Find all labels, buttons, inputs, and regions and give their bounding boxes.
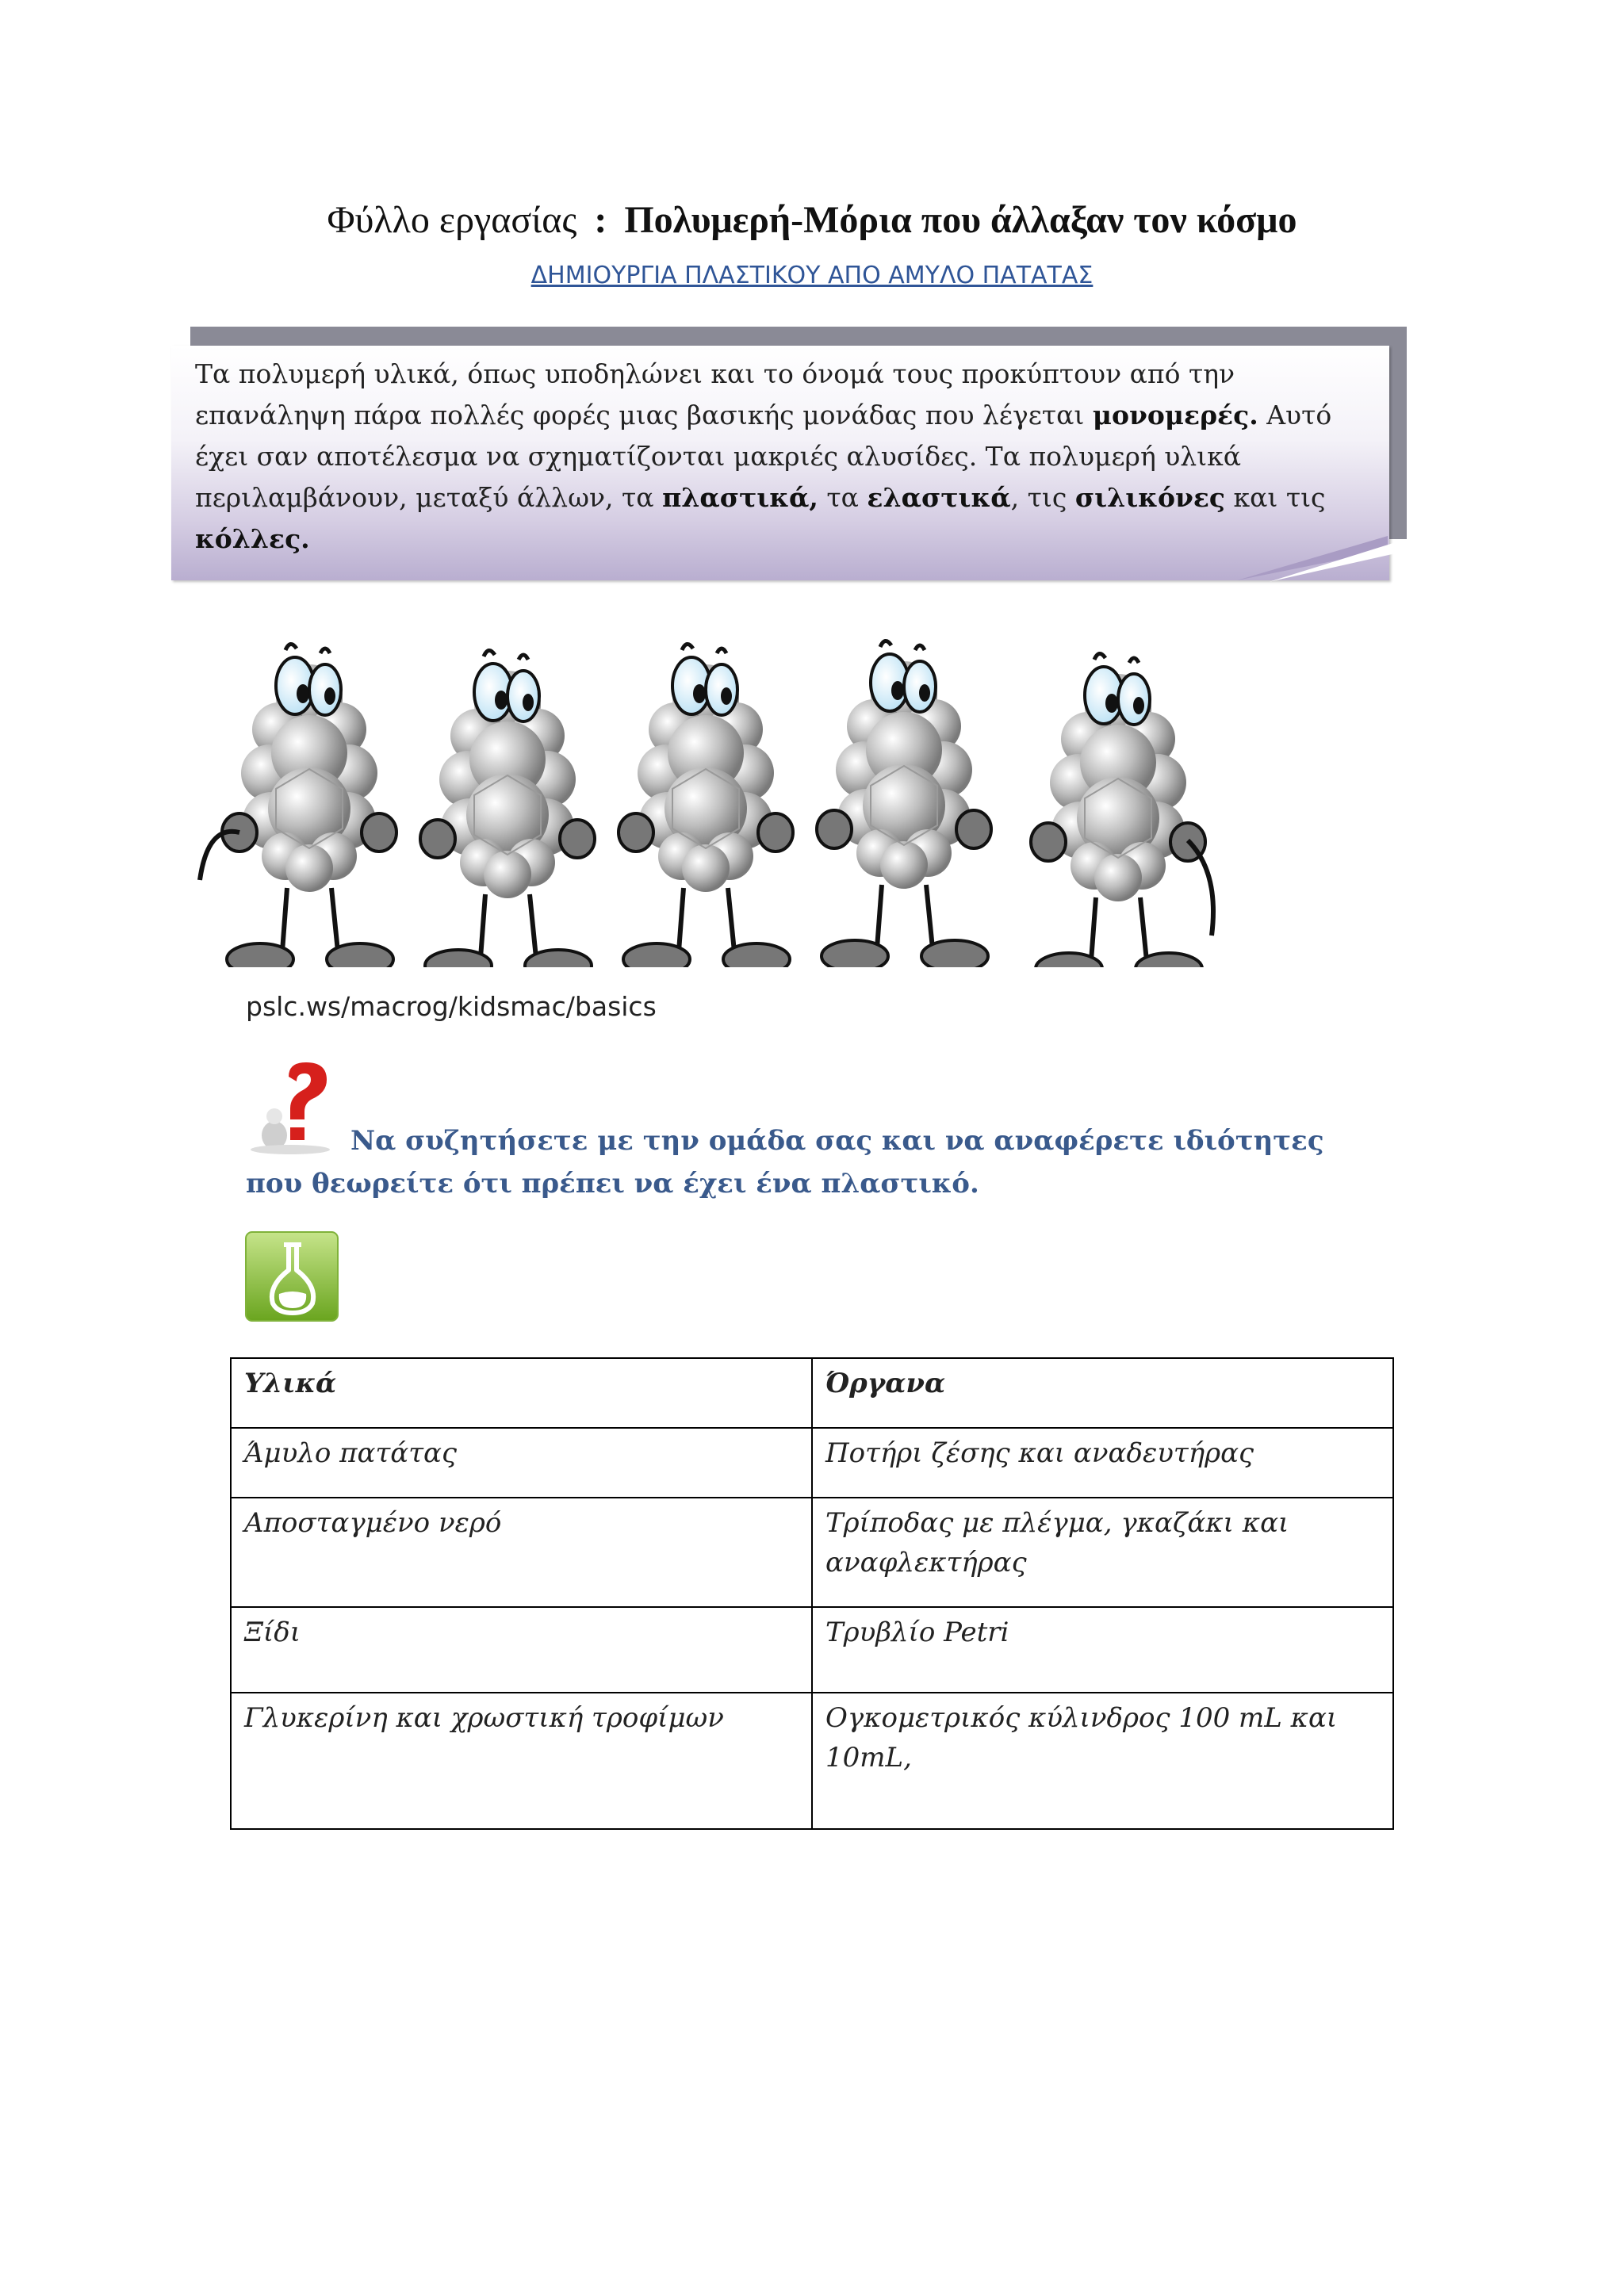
term-glues: κόλλες. <box>195 523 310 554</box>
monomer-figure-5 <box>1031 653 1205 967</box>
title-separator: : <box>594 199 607 241</box>
table-row <box>231 1693 1393 1829</box>
term-monomers: μονομερές. <box>1092 400 1258 430</box>
intro-part-3: τα <box>818 482 868 513</box>
term-silicones: σιλικόνες <box>1074 482 1226 513</box>
callout-page-curl <box>1237 536 1396 582</box>
instrument-cell: Τρίποδας με πλέγμα, γκαζάκι και αναφλεκτήρας <box>812 1498 1393 1607</box>
title-prefix: Φύλλο εργασίας <box>327 199 577 241</box>
instrument-cell: Ογκομετρικός κύλινδρος 100 mL και 10mL, <box>812 1693 1393 1829</box>
intro-part-4: , τις <box>1010 482 1075 513</box>
header-instruments: Όργανα <box>812 1358 1393 1428</box>
table-row <box>231 1498 1393 1607</box>
table-row <box>231 1428 1393 1498</box>
monomer-figure-3 <box>619 644 793 967</box>
intro-part-5: και τις <box>1225 482 1326 513</box>
source-credit: pslc.ws/macrog/kidsmac/basics <box>246 991 657 1022</box>
title-main: Πολυμερή-Μόρια που άλλαξαν τον κόσμο <box>624 199 1297 241</box>
intro-callout <box>171 346 1389 580</box>
materials-table <box>230 1357 1394 1830</box>
term-elastics: ελαστικά <box>867 482 1011 513</box>
monomer-figure-4 <box>817 641 991 967</box>
discussion-prompt-text: Να συζητήσετε με την ομάδα σας και να αναφέρετε ιδιότητες που θεωρείτε ότι πρέπει να έχει ένα πλαστικό. <box>246 1125 1324 1200</box>
instrument-cell: Ποτήρι ζέσης και αναδευτήρας <box>812 1428 1393 1498</box>
material-cell: Ξίδι <box>231 1607 812 1693</box>
material-cell: Αποσταγμένο νερό <box>231 1498 812 1607</box>
monomer-figure-1 <box>222 644 396 967</box>
intro-text <box>195 354 1369 560</box>
intro-part-1: Τα πολυμερή υλικά, όπως υποδηλώνει και το όνομά τους προκύπτουν από την επανάληψη πάρα πολλές φορές μιας βασικής μονάδας που λέγεται <box>195 358 1235 430</box>
monomer-figure-2 <box>420 650 595 967</box>
material-cell: Άμυλο πατάτας <box>231 1428 812 1498</box>
table-row <box>231 1607 1393 1693</box>
monomer-chain-illustration <box>190 603 1285 967</box>
discussion-prompt <box>246 1119 1372 1205</box>
page-title <box>0 198 1624 242</box>
flask-icon <box>244 1230 341 1324</box>
instrument-cell: Τρυβλίο Petri <box>812 1607 1393 1693</box>
term-plastics: πλαστικά, <box>662 482 818 513</box>
table-header-row <box>231 1358 1393 1428</box>
page-subtitle: ΔΗΜΙΟΥΡΓΙΑ ΠΛΑΣΤΙΚΟΥ ΑΠΟ ΑΜΥΛΟ ΠΑΤΑΤΑΣ <box>530 262 1094 289</box>
intro-part-2: Αυτό έχει σαν αποτέλεσμα να σχηματίζονται μακριές αλυσίδες. Τα πολυμερή υλικά περιλαμβάνουν, μεταξύ άλλων, τα <box>195 400 1332 513</box>
header-materials: Υλικά <box>231 1358 812 1428</box>
material-cell: Γλυκερίνη και χρωστική τροφίμων <box>231 1693 812 1829</box>
